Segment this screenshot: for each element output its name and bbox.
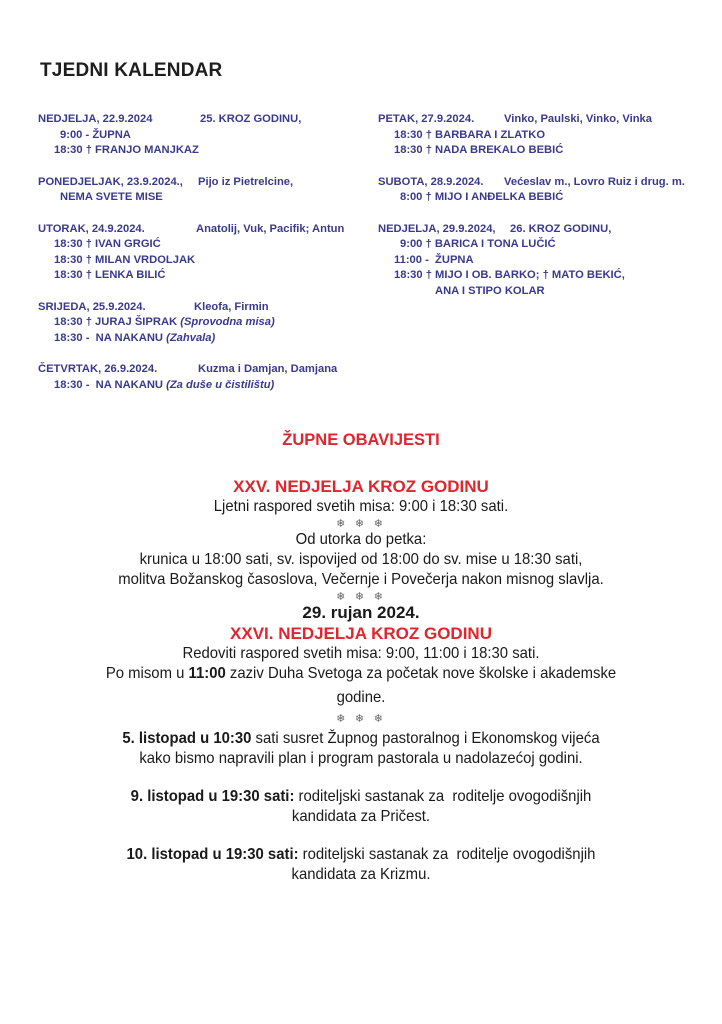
separator-snowflakes: ❄ ❄ ❄: [336, 517, 386, 530]
calendar-day: [38, 222, 358, 284]
text: zaziv Duha Svetoga za početak nove školske i akademske: [225, 665, 617, 682]
oct9-line2: kandidata za Pričest.: [291, 808, 431, 825]
bold-date: 9. listopad u 19:30 sati:: [130, 788, 295, 805]
text: roditeljski sastanak za roditelje ovogodišnjih: [294, 788, 592, 805]
mass-entry: 9:00 - ŽUPNA: [60, 128, 131, 141]
mass-entry: 18:30 † NADA BREKALO BEBIĆ: [394, 144, 564, 156]
day-date: NEDJELJA, 29.9.2024,: [378, 222, 496, 235]
mass-entry: 18:30 † BARBARA I ZLATKO: [394, 128, 546, 141]
text: Po misom u: [105, 665, 189, 682]
mass-entry: [38, 331, 358, 347]
oct10-line2: kandidata za Krizmu.: [291, 866, 431, 883]
day-saint: Anatolij, Vuk, Pacifik; Antun: [196, 222, 345, 235]
mass-intention: 18:30 - NA NAKANU: [54, 331, 163, 344]
mass-note: (Sprovodna misa): [180, 316, 275, 328]
calendar-day: [378, 175, 708, 206]
calendar-right-column: [378, 112, 708, 315]
mass-entry: [38, 315, 358, 331]
calendar-day: [378, 112, 708, 159]
weekday-intro: Od utorka do petka:: [295, 531, 427, 548]
calendar-day: [38, 112, 358, 159]
day-header: [378, 175, 708, 191]
calendar-title: TJEDNI KALENDAR: [40, 60, 223, 81]
week26-schedule: Redoviti raspored svetih misa: 9:00, 11:00 i 18:30 sati.: [182, 645, 540, 662]
calendar-left-column: [38, 112, 358, 409]
day-header: [38, 222, 358, 238]
week26-title: XXVI. NEDJELJA KROZ GODINU: [230, 624, 492, 643]
oct5-line2: kako bismo napravili plan i program pastorala u nadolazećoj godini.: [139, 750, 583, 767]
bold-date: 10. listopad u 19:30 sati:: [126, 846, 299, 863]
day-date: UTORAK, 24.9.2024.: [38, 222, 145, 235]
oct10-notice: [44, 845, 678, 865]
day-date: SUBOTA, 28.9.2024.: [378, 175, 484, 188]
notices-heading: ŽUPNE OBAVIJESTI: [282, 431, 440, 449]
mass-note: (Za duše u čistilištu): [166, 378, 275, 391]
day-saint: 25. KROZ GODINU,: [200, 113, 302, 125]
day-header: [38, 300, 358, 316]
day-saint: Većeslav m., Lovro Ruiz i drug. m.: [504, 175, 685, 188]
parish-notices: [20, 430, 702, 885]
day-saint: Kuzma i Damjan, Damjana: [198, 363, 338, 375]
mass-entry: NEMA SVETE MISE: [60, 191, 163, 203]
mass-entry: 11:00 - ŽUPNA: [394, 253, 474, 266]
mass-entry: 18:30 † IVAN GRGIĆ: [54, 238, 161, 250]
bold-date: 5. listopad u 10:30: [122, 730, 252, 747]
day-saint: Kleofa, Firmin: [194, 300, 269, 313]
day-date: ČETVRTAK, 26.9.2024.: [38, 363, 158, 375]
day-header: [38, 362, 358, 378]
day-date: NEDJELJA, 22.9.2024: [38, 113, 153, 125]
calendar-day: [378, 222, 708, 300]
holy-spirit-notice: [44, 664, 678, 684]
weekday-line: molitva Božanskog časoslova, Večernje i Povečerja nakon misnog slavlja.: [118, 571, 604, 588]
mass-entry: 18:30 † MIJO I OB. BARKO; † MATO BEKIĆ,: [394, 269, 625, 281]
text: sati susret Župnog pastoralnog i Ekonomskog vijeća: [251, 730, 600, 747]
day-header: [38, 175, 358, 191]
mass-entry: 9:00 † BARICA I TONA LUČIĆ: [400, 238, 556, 250]
day-saint: Vinko, Paulski, Vinko, Vinka: [504, 113, 652, 125]
mass-note: (Zahvala): [166, 331, 216, 344]
mass-entry: [38, 378, 358, 394]
day-date: PETAK, 27.9.2024.: [378, 113, 475, 125]
week25-schedule: Ljetni raspored svetih misa: 9:00 i 18:30 sati.: [213, 498, 509, 515]
mass-entry: 18:30 † MILAN VRDOLJAK: [54, 253, 196, 266]
oct9-notice: [44, 787, 678, 807]
mass-entry: 8:00 † MIJO I ANĐELKA BEBIĆ: [400, 191, 564, 203]
calendar-day: [38, 362, 358, 393]
day-date: SRIJEDA, 25.9.2024.: [38, 300, 146, 313]
holy-spirit-end: godine.: [336, 689, 386, 706]
text: roditeljski sastanak za roditelje ovogodišnjih: [298, 846, 596, 863]
bold-time: 11:00: [188, 665, 226, 682]
separator-snowflakes: ❄ ❄ ❄: [336, 590, 386, 603]
mass-intention: 18:30 - NA NAKANU: [54, 378, 163, 391]
mass-entry: 18:30 † LENKA BILIĆ: [54, 269, 166, 281]
separator-snowflakes: ❄ ❄ ❄: [336, 712, 386, 725]
calendar-day: [38, 175, 358, 206]
day-date: PONEDJELJAK, 23.9.2024.,: [38, 175, 183, 188]
calendar-day: [38, 300, 358, 347]
mass-entry: ANA I STIPO KOLAR: [435, 284, 545, 297]
day-header: [378, 112, 708, 128]
day-saint: 26. KROZ GODINU,: [510, 222, 612, 235]
day-saint: Pijo iz Pietrelcine,: [198, 175, 294, 188]
day-header: [378, 222, 708, 238]
mass-entry: 18:30 † FRANJO MANJKAZ: [54, 144, 199, 156]
day-header: [38, 112, 358, 128]
week25-title: XXV. NEDJELJA KROZ GODINU: [233, 477, 489, 496]
weekday-line: krunica u 18:00 sati, sv. ispovijed od 18:00 do sv. mise u 18:30 sati,: [139, 551, 583, 568]
date-heading: 29. rujan 2024.: [302, 603, 420, 622]
oct5-notice: [44, 729, 678, 749]
mass-intention: 18:30 † JURAJ ŠIPRAK: [54, 316, 178, 328]
